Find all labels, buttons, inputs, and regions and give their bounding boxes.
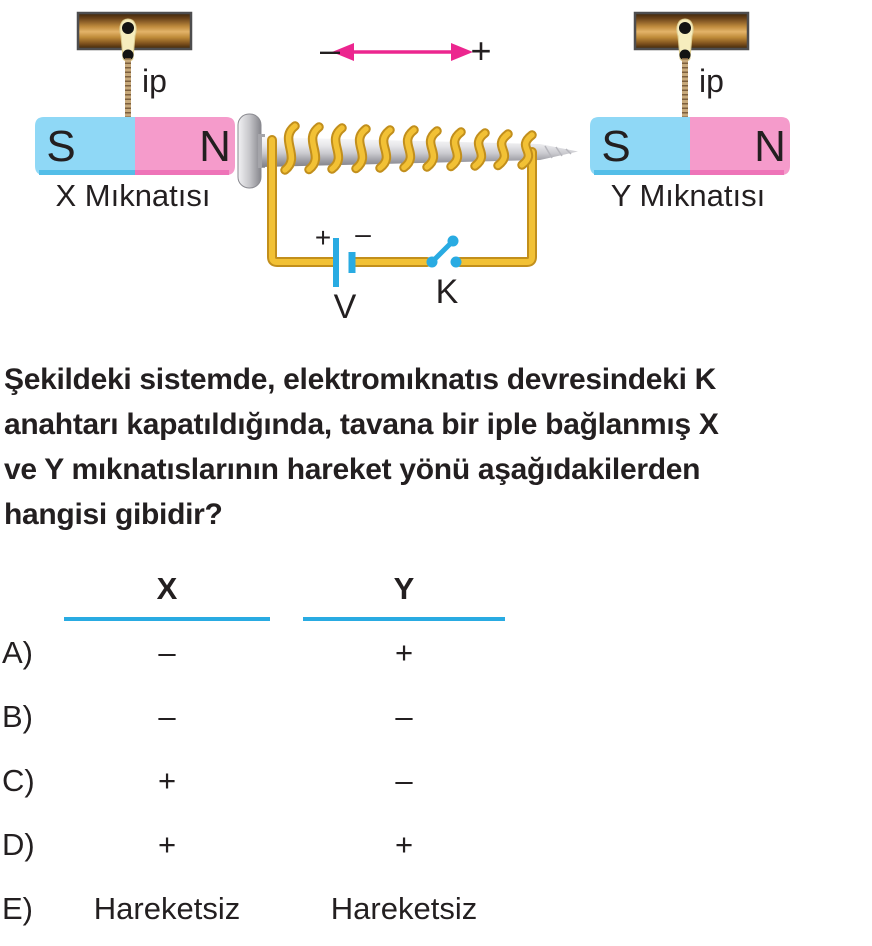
battery [315,218,371,326]
direction-indicator [320,29,492,71]
switch-label: K [435,273,459,311]
battery-plus-label: + [314,222,332,253]
battery-label: V [333,288,357,326]
plus-direction-label: + [470,30,492,71]
column-header-x: X [64,571,270,621]
option-row-b [0,685,872,749]
option-letter: B) [2,699,33,734]
y-magnet-assembly [590,13,790,213]
switch [427,236,462,312]
option-y-value: + [394,827,414,862]
south-pole-label: S [46,122,76,171]
question-line: ve Y mıknatıslarının hareket yönü aşağıdakilerden [4,453,701,486]
option-letter: E) [2,891,33,926]
option-y-value: – [395,763,413,798]
options-table [0,571,872,941]
switch-contact-icon [427,257,438,268]
switch-contact-icon [451,257,462,268]
option-y-value: + [394,635,414,670]
physics-diagram [0,0,872,345]
question-line: Şekildeki sistemde, elektromıknatıs devresindeki K [4,363,717,396]
option-row-e [0,877,872,941]
option-letter: A) [2,635,33,670]
screw-head [238,114,261,188]
hook-pin-icon [679,22,691,34]
south-pole-label: S [601,122,631,171]
header-spacer [0,573,64,619]
column-header-y: Y [303,571,505,621]
option-y-value: Hareketsiz [330,891,478,926]
option-y-value: – [395,699,413,734]
north-pole-label: N [754,122,786,171]
question-line: hangisi gibidir? [4,498,223,531]
option-letter: C) [2,763,35,798]
option-x-value: – [158,699,176,734]
option-x-value: + [157,763,177,798]
magnet-caption: X Mıknatısı [55,178,211,213]
switch-contact-icon [448,236,459,247]
north-pole-label: N [199,122,231,171]
option-row-c [0,749,872,813]
option-row-d [0,813,872,877]
option-letter: D) [2,827,35,862]
rope-label: ip [142,63,167,99]
battery-minus-label: – [355,218,371,249]
option-row-a [0,621,872,685]
option-x-value: + [157,827,177,862]
question-text [0,345,872,537]
magnet-caption: Y Mıknatısı [610,178,766,213]
hook-pin-icon [122,22,134,34]
option-x-value: – [158,635,176,670]
rope-label: ip [699,63,724,99]
question-line: anahtarı kapatıldığında, tavana bir iple bağlanmış X [4,408,719,441]
option-x-value: Hareketsiz [93,891,241,926]
x-magnet-assembly [35,13,235,213]
options-header-row [0,571,872,621]
minus-direction-label: – [319,29,341,70]
header-spacer [270,573,303,619]
